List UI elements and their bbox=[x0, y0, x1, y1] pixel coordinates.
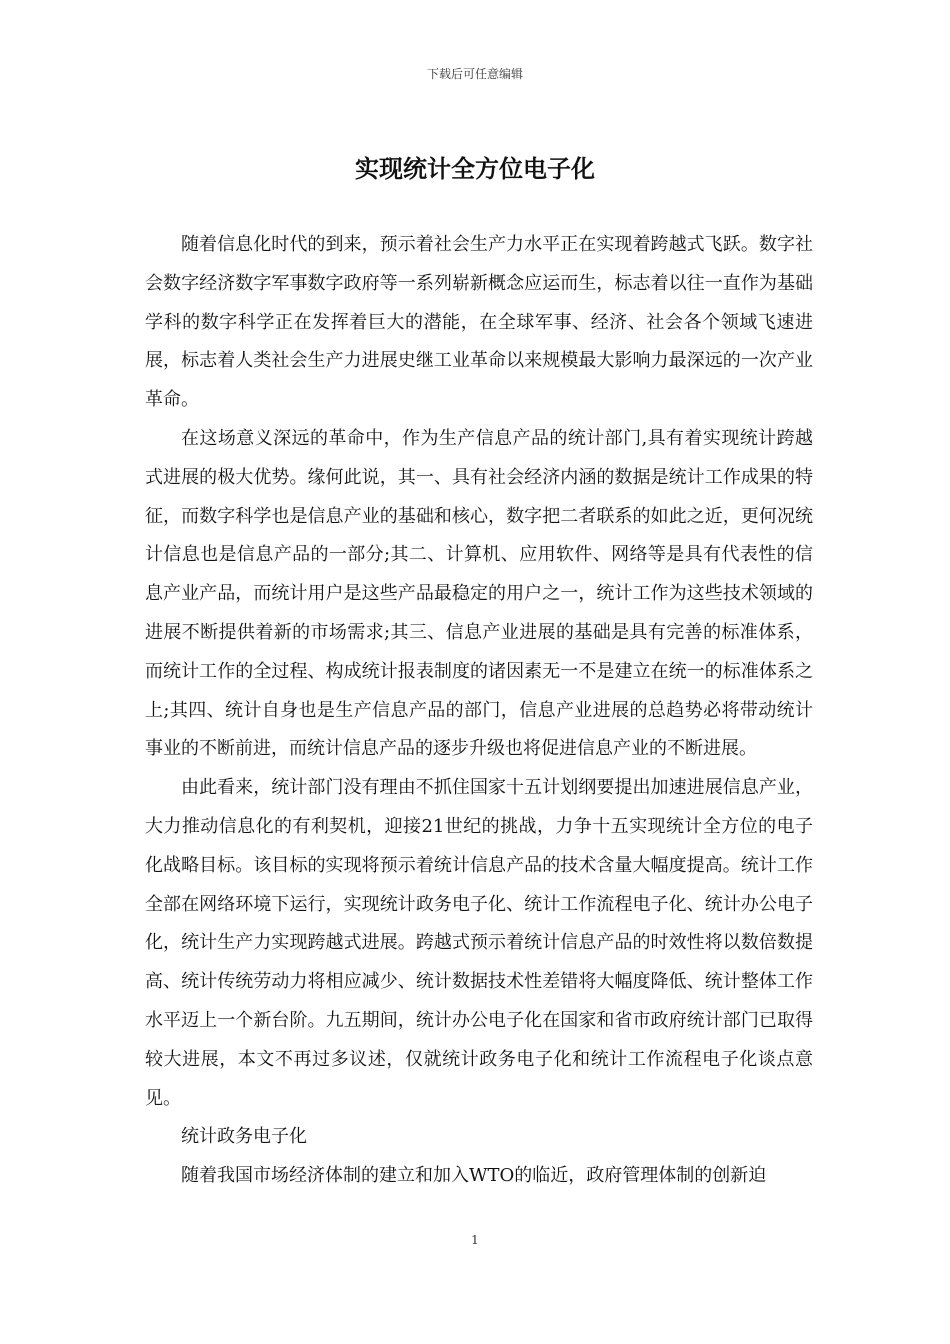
paragraph-3: 由此看来，统计部门没有理由不抓住国家十五计划纲要提出加速进展信息产业，大力推动信息化的有利契机，迎接21世纪的挑战，力争十五实现统计全方位的电子化战略目标。该目标的实现将预示着统计信息产品的技术含量大幅度提高。统计工作全部在网络环境下运行，实现统计政务电子化、统计工作流程电子化、统计办公电子化，统计生产力实现跨越式进展。跨越式预示着统计信息产品的时效性将以数倍数提高、统计传统劳动力将相应减少、统计数据技术性差错将大幅度降低、统计整体工作水平迈上一个新台阶。九五期间，统计办公电子化在国家和省市政府统计部门已取得较大进展，本文不再过多议述，仅就统计政务电子化和统计工作流程电子化谈点意见。 bbox=[145, 777, 813, 1109]
paragraph-1: 随着信息化时代的到来，预示着社会生产力水平正在实现着跨越式飞跃。数字社会数字经济数字军事数字政府等一系列崭新概念应运而生，标志着以往一直作为基础学科的数字科学正在发挥着巨大的潜能，在全球军事、经济、社会各个领域飞速进展，标志着人类社会生产力进展史继工业革命以来规模最大影响力最深远的一次产业革命。 bbox=[145, 234, 813, 411]
document-title: 实现统计全方位电子化 bbox=[355, 155, 595, 183]
document-body bbox=[145, 226, 813, 1196]
header-note: 下载后可任意编辑 bbox=[426, 67, 523, 81]
paragraph-2: 在这场意义深远的革命中，作为生产信息产品的统计部门,具有着实现统计跨越式进展的极大优势。缘何此说，其一、具有社会经济内涵的数据是统计工作成果的特征，而数字科学也是信息产业的基础和核心，数字把二者联系的如此之近，更何况统计信息也是信息产品的一部分;其二、计算机、应用软件、网络等是具有代表性的信息产业产品，而统计用户是这些产品最稳定的用户之一，统计工作为这些技术领域的进展不断提供着新的市场需求;其三、信息产业进展的基础是具有完善的标准体系，而统计工作的全过程、构成统计报表制度的诸因素无一不是建立在统一的标准体系之上;其四、统计自身也是生产信息产品的部门，信息产业进展的总趋势必将带动统计事业的不断前进，而统计信息产品的逐步升级也将促进信息产业的不断进展。 bbox=[145, 427, 813, 760]
page-number: 1 bbox=[471, 1233, 479, 1247]
section-heading: 统计政务电子化 bbox=[181, 1126, 307, 1148]
paragraph-4: 随着我国市场经济体制的建立和加入WTO的临近，政府管理体制的创新迫 bbox=[181, 1165, 767, 1187]
